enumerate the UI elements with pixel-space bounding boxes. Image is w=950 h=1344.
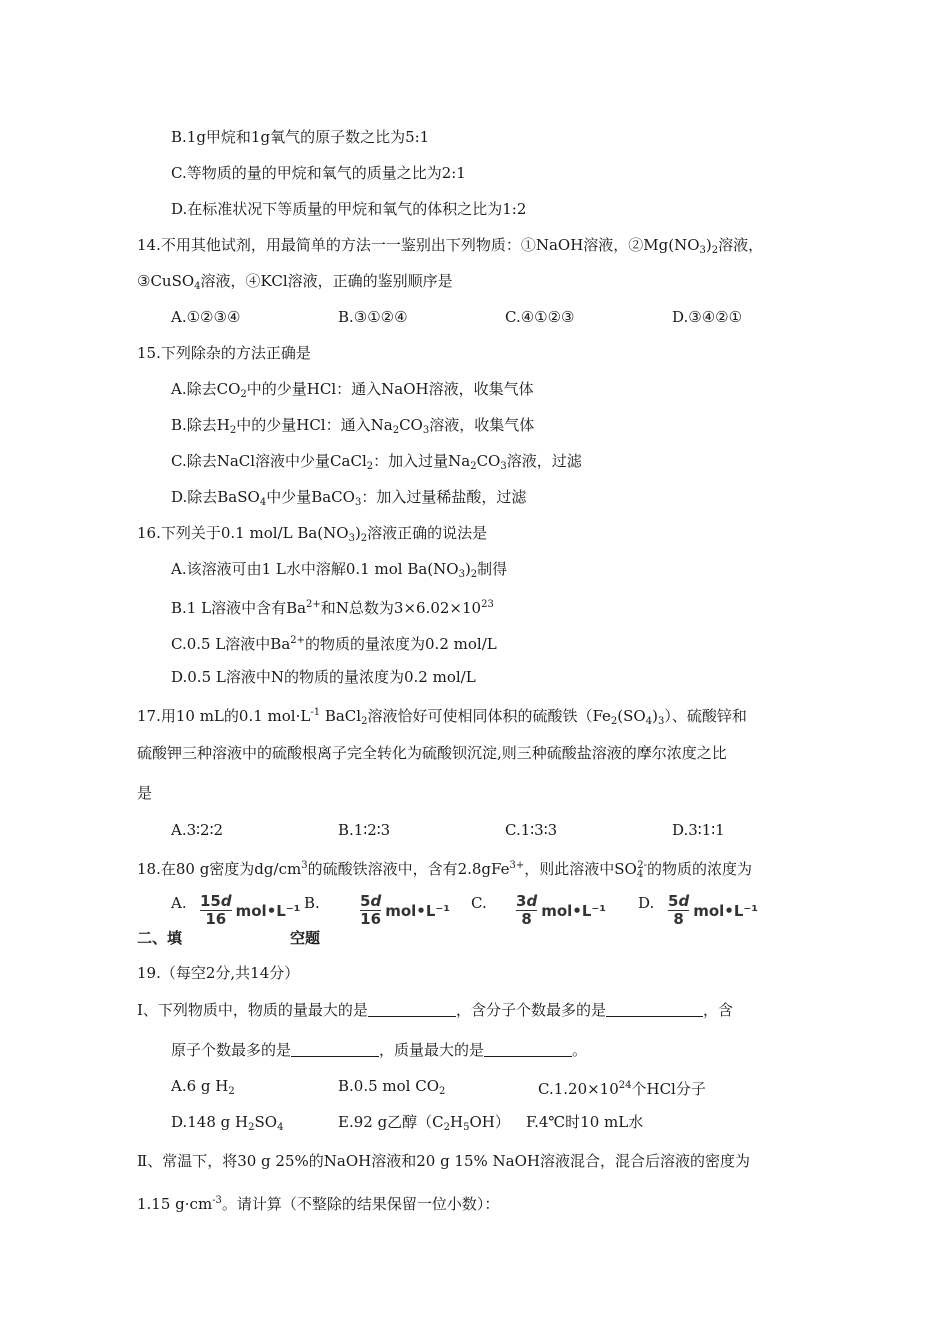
q19-stem: 19.（每空2分,共14分） (137, 964, 300, 982)
q18-option-d-formula: $\frac{5d}{8}$ mol•L⁻¹ (668, 892, 758, 928)
q15-option-c: C.除去NaCl溶液中少量CaCl$_2$：加入过量$Na_2CO_3$溶液，过滤 (171, 452, 582, 472)
q18-option-c-label: C. (471, 894, 487, 912)
q15-option-a: A.除去$CO_2$中的少量HCl：通入NaOH溶液，收集气体 (171, 380, 534, 400)
q19-option-e: E.92 g乙醇$(C_2H_5OH)$ (338, 1113, 510, 1133)
q18-option-d-label: D. (638, 894, 655, 912)
q15-option-d: D.除去BaSO$_4$中少量BaCO$_3$：加入过量稀盐酸，过滤 (171, 488, 527, 508)
q15-stem: 15.下列除杂的方法正确是 (137, 344, 311, 362)
q17-stem-line3: 是 (137, 784, 153, 802)
answer-blank[interactable] (368, 1001, 456, 1017)
q19-part2-line2: 1.15 $g\cdot cm^{-3}$。请计算（不整除的结果保留一位小数）： (137, 1195, 500, 1213)
q14-option-d: D.③④②① (672, 308, 743, 326)
q19-part2-line1: Ⅱ、常温下，将30 g 25%的NaOH溶液和20 g 15% NaOH溶液混合，混合后溶液的密度为 (137, 1152, 750, 1170)
q16-option-c: C.0.5 L溶液中$Ba^{2+}$的物质的量浓度为0.2 mol/L (171, 635, 497, 653)
answer-blank[interactable] (484, 1041, 572, 1057)
q19-part1-line2: 原子个数最多的是 ，质量最大的是 。 (171, 1041, 588, 1059)
q13-option-d: D.在标准状况下等质量的甲烷和氧气的体积之比为1:2 (171, 200, 527, 218)
q19-option-b: B.0.5 mol $CO_2$ (338, 1077, 446, 1097)
q14-stem-line2: ③CuSO$_4$溶液，④KCl溶液，正确的鉴别顺序是 (137, 272, 453, 292)
q17-stem-line2: 硫酸钾三种溶液中的硫酸根离子完全转化为硫酸钡沉淀,则三种硫酸盐溶液的摩尔浓度之比 (137, 744, 727, 762)
answer-blank[interactable] (606, 1001, 703, 1017)
q16-option-a: A.该溶液可由1 L水中溶解0.1 mol $Ba(NO_3)_2$制得 (171, 560, 508, 580)
q18-option-c-formula: $\frac{3d}{8}$ mol•L⁻¹ (516, 892, 606, 928)
q17-option-a: A.3∶2∶2 (171, 821, 224, 839)
q18-option-a-label: A. (171, 894, 187, 912)
q14-option-b: B.③①②④ (338, 308, 408, 326)
q18-option-a-formula: $\frac{15d}{16}$ mol•L⁻¹ (200, 892, 301, 928)
section-heading: 二、填 空题 (137, 929, 321, 947)
q19-option-d: D.148 g $H_2SO_4$ (171, 1113, 284, 1133)
q16-option-b: B.1 L溶液中含有$Ba^{2+}$和N总数为$3\times 6.02\times 10^{23}$ (171, 599, 494, 617)
answer-blank[interactable] (291, 1041, 379, 1057)
q16-option-d: D.0.5 L溶液中N的物质的量浓度为0.2 mol/L (171, 668, 476, 686)
q18-option-b-formula: $\frac{5d}{16}$ mol•L⁻¹ (360, 892, 450, 928)
q14-option-c: C.④①②③ (505, 308, 575, 326)
q14-option-a: A.①②③④ (171, 308, 241, 326)
q16-stem: 16.下列关于0.1 mol/L $Ba(NO_3)_2$溶液正确的说法是 (137, 524, 488, 544)
q14-stem-line1: 14.不用其他试剂，用最简单的方法一一鉴别出下列物质：①NaOH溶液，$②Mg(NO_3)_2$溶液， (137, 236, 764, 256)
q18-stem: 18.在80 g密度为$dg/cm^3$的硫酸铁溶液中，含有2.8gFe$^{3+}$，则此溶液中$SO_4^{2-}$的物质的浓度为 (137, 860, 752, 880)
q18-option-b-label: B. (304, 894, 320, 912)
q13-option-b: B.1g甲烷和1g氧气的原子数之比为5:1 (171, 128, 430, 146)
q17-stem-line1: 17.用10 mL的0.1 $mol\cdot L^{-1}$ BaCl$_2$溶液恰好可使相同体积的硫酸铁$(Fe_2(SO_4)_3)$、硫酸锌和 (137, 707, 747, 727)
q17-option-d: D.3∶1∶1 (672, 821, 725, 839)
q17-option-b: B.1∶2∶3 (338, 821, 391, 839)
q19-option-c: $C.1.20\times 10^{24}$个HCl分子 (538, 1080, 706, 1098)
q19-option-f: F.4℃时10 mL水 (526, 1113, 644, 1131)
q13-option-c: C.等物质的量的甲烷和氧气的质量之比为2:1 (171, 164, 466, 182)
q19-part1-line1: Ⅰ、下列物质中，物质的量最大的是 ，含分子个数最多的是 ，含 (137, 1001, 733, 1019)
q19-option-a: A.6 g $H_2$ (171, 1077, 235, 1097)
q17-option-c: C.1∶3∶3 (505, 821, 558, 839)
q15-option-b: B.除去$H_2$中的少量HCl：通入$Na_2CO_3$溶液，收集气体 (171, 416, 535, 436)
